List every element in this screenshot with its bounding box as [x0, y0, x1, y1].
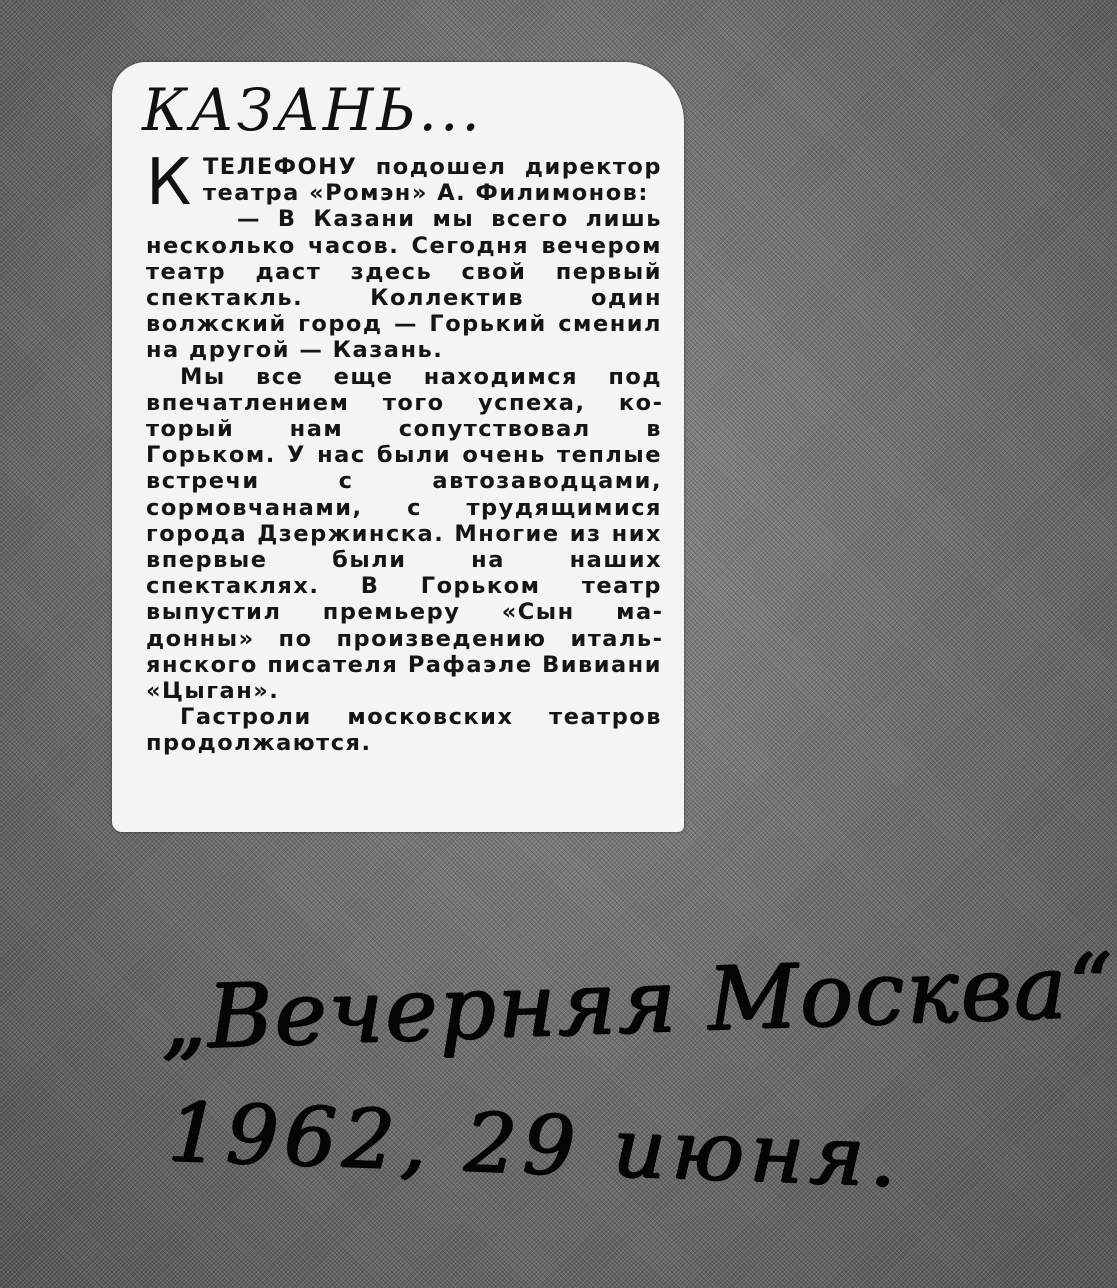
drop-cap-letter: К	[146, 146, 193, 220]
handwritten-date-note: 1962, 29 июня.	[166, 1085, 905, 1206]
article-body	[146, 146, 662, 757]
article-paragraph-1-text: ТЕЛЕФОНУ подошел директор театра «Ромэн» А. Филимонов:	[202, 154, 662, 207]
article-paragraph-4: Гастроли московских театров продолжаются.	[146, 704, 662, 757]
handwritten-source-note: „Вечерняя Москва“	[158, 933, 1117, 1070]
newspaper-clipping	[112, 62, 684, 832]
article-paragraph-1	[146, 146, 662, 220]
article-paragraph-3: Мы все еще находимся под впечатлением того успеха, который нам сопутствовал в Горьком. У нас были очень теплые встречи с автозаводцами, сормовчанами, с трудящимися города Дзержинска. Многие из них впервые были на наших спектаклях. В Горьком театр выпустил премьеру «Сын мадонны» по произведению итальянского писателя Рафаэле Вивиани «Цыган».	[146, 363, 662, 705]
article-headline: КАЗАНЬ...	[142, 76, 483, 144]
article-paragraph-2: — В Казани мы всего лишь несколько часов. Сегодня вечером театр даст здесь свой первый спектакль. Коллектив один волжский город — Горький сменил на другой — Казань.	[146, 206, 662, 364]
